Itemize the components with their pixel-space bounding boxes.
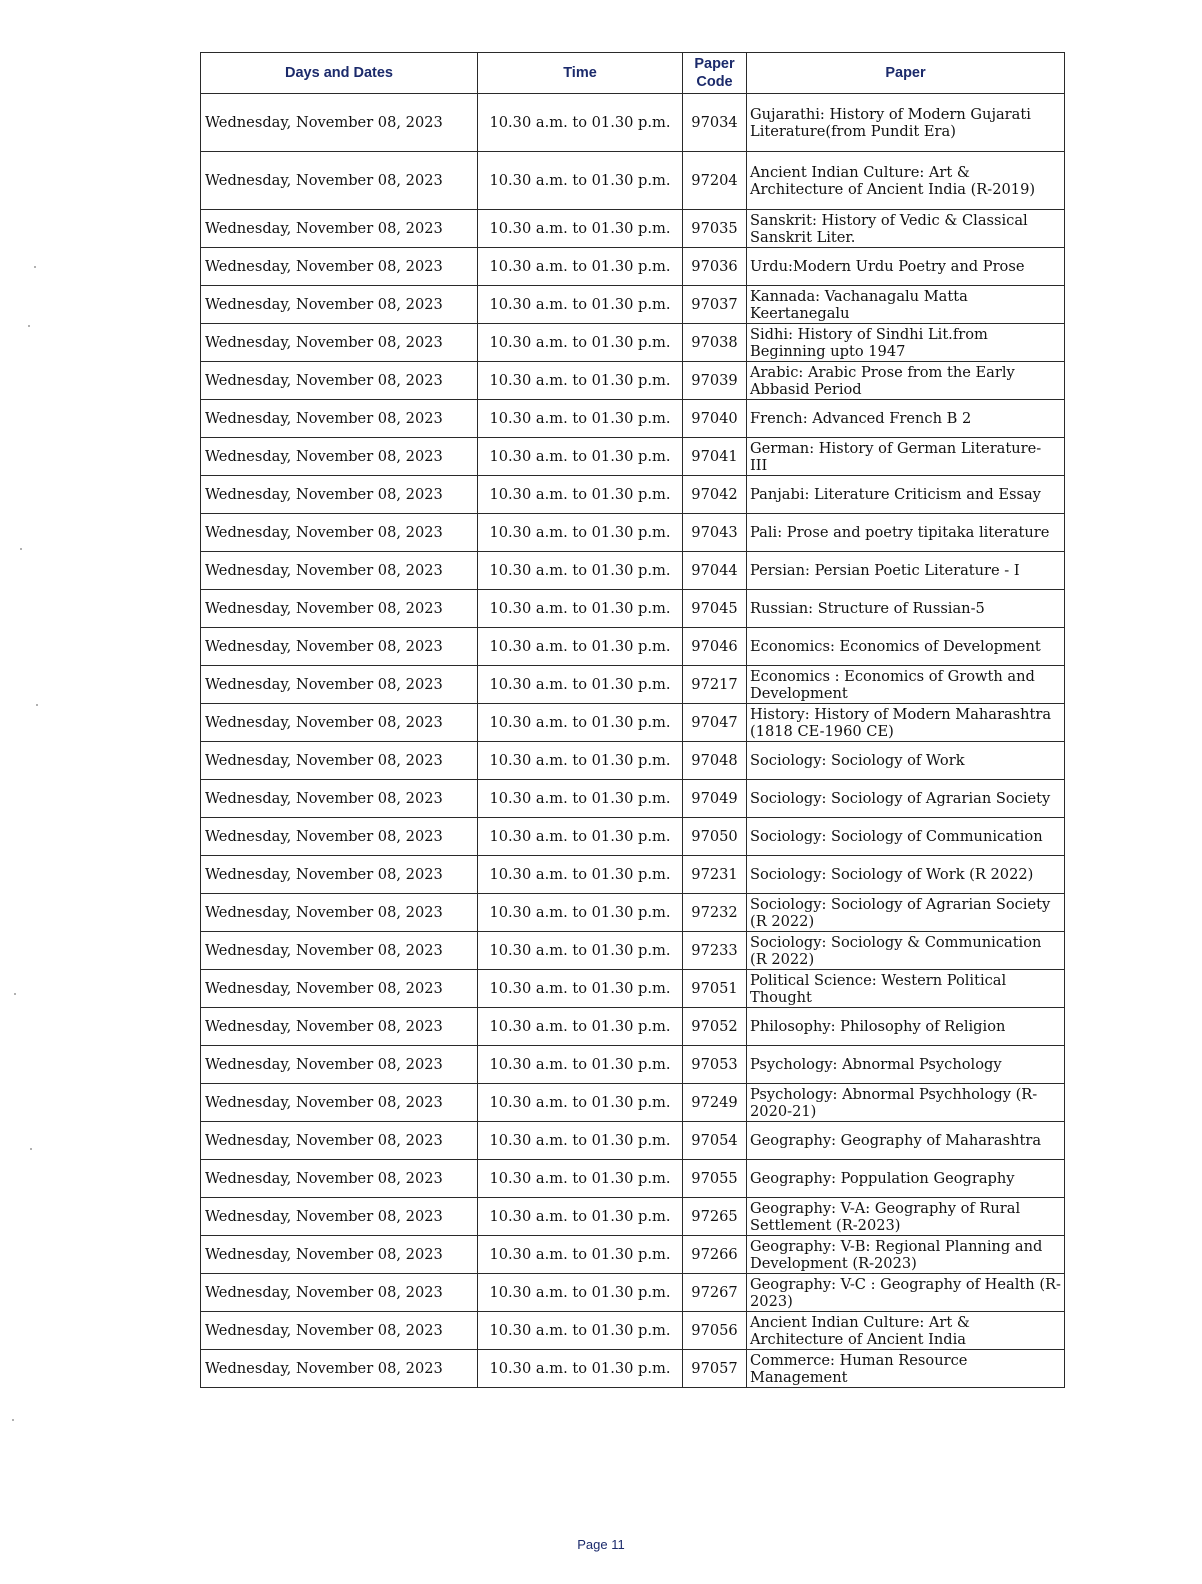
- time-cell: 10.30 a.m. to 01.30 p.m.: [478, 780, 683, 818]
- paper-code-cell: 97052: [683, 1008, 747, 1046]
- table-row: [201, 248, 1065, 286]
- time-cell: 10.30 a.m. to 01.30 p.m.: [478, 1122, 683, 1160]
- exam-timetable: [200, 52, 1065, 1388]
- time-cell: 10.30 a.m. to 01.30 p.m.: [478, 400, 683, 438]
- header-paper: Paper: [747, 53, 1065, 94]
- paper-cell: Economics : Economics of Growth and Development: [747, 666, 1065, 704]
- paper-code-cell: 97047: [683, 704, 747, 742]
- time-cell: 10.30 a.m. to 01.30 p.m.: [478, 286, 683, 324]
- table-row: [201, 666, 1065, 704]
- time-cell: 10.30 a.m. to 01.30 p.m.: [478, 590, 683, 628]
- date-cell: Wednesday, November 08, 2023: [201, 324, 478, 362]
- table-row: [201, 1350, 1065, 1388]
- paper-cell: Sociology: Sociology of Work (R 2022): [747, 856, 1065, 894]
- header-row: [201, 53, 1065, 94]
- scan-speck: [12, 1419, 14, 1421]
- table-row: [201, 362, 1065, 400]
- date-cell: Wednesday, November 08, 2023: [201, 438, 478, 476]
- scan-speck: [36, 704, 38, 706]
- time-cell: 10.30 a.m. to 01.30 p.m.: [478, 552, 683, 590]
- table-row: [201, 932, 1065, 970]
- time-cell: 10.30 a.m. to 01.30 p.m.: [478, 248, 683, 286]
- paper-code-cell: 97266: [683, 1236, 747, 1274]
- table-row: [201, 1122, 1065, 1160]
- table-row: [201, 1084, 1065, 1122]
- date-cell: Wednesday, November 08, 2023: [201, 1008, 478, 1046]
- time-cell: 10.30 a.m. to 01.30 p.m.: [478, 628, 683, 666]
- paper-cell: Sidhi: History of Sindhi Lit.from Beginning upto 1947: [747, 324, 1065, 362]
- paper-cell: Sociology: Sociology & Communication (R 2022): [747, 932, 1065, 970]
- date-cell: Wednesday, November 08, 2023: [201, 362, 478, 400]
- date-cell: Wednesday, November 08, 2023: [201, 286, 478, 324]
- time-cell: 10.30 a.m. to 01.30 p.m.: [478, 362, 683, 400]
- time-cell: 10.30 a.m. to 01.30 p.m.: [478, 1198, 683, 1236]
- table-row: [201, 1312, 1065, 1350]
- table-row: [201, 286, 1065, 324]
- table-row: [201, 152, 1065, 210]
- date-cell: Wednesday, November 08, 2023: [201, 400, 478, 438]
- date-cell: Wednesday, November 08, 2023: [201, 894, 478, 932]
- paper-cell: Sanskrit: History of Vedic & Classical Sanskrit Liter.: [747, 210, 1065, 248]
- time-cell: 10.30 a.m. to 01.30 p.m.: [478, 1274, 683, 1312]
- paper-cell: German: History of German Literature- III: [747, 438, 1065, 476]
- date-cell: Wednesday, November 08, 2023: [201, 856, 478, 894]
- date-cell: Wednesday, November 08, 2023: [201, 666, 478, 704]
- paper-code-cell: 97041: [683, 438, 747, 476]
- time-cell: 10.30 a.m. to 01.30 p.m.: [478, 742, 683, 780]
- table-row: [201, 590, 1065, 628]
- time-cell: 10.30 a.m. to 01.30 p.m.: [478, 970, 683, 1008]
- time-cell: 10.30 a.m. to 01.30 p.m.: [478, 210, 683, 248]
- time-cell: 10.30 a.m. to 01.30 p.m.: [478, 932, 683, 970]
- paper-code-cell: 97051: [683, 970, 747, 1008]
- date-cell: Wednesday, November 08, 2023: [201, 1084, 478, 1122]
- header-time: Time: [478, 53, 683, 94]
- date-cell: Wednesday, November 08, 2023: [201, 970, 478, 1008]
- paper-code-cell: 97053: [683, 1046, 747, 1084]
- date-cell: Wednesday, November 08, 2023: [201, 552, 478, 590]
- date-cell: Wednesday, November 08, 2023: [201, 1274, 478, 1312]
- paper-code-cell: 97056: [683, 1312, 747, 1350]
- paper-cell: Geography: V-C : Geography of Health (R-2023): [747, 1274, 1065, 1312]
- paper-code-cell: 97232: [683, 894, 747, 932]
- paper-cell: Geography: Poppulation Geography: [747, 1160, 1065, 1198]
- date-cell: Wednesday, November 08, 2023: [201, 628, 478, 666]
- date-cell: Wednesday, November 08, 2023: [201, 1236, 478, 1274]
- table-row: [201, 1046, 1065, 1084]
- paper-cell: Arabic: Arabic Prose from the Early Abbasid Period: [747, 362, 1065, 400]
- time-cell: 10.30 a.m. to 01.30 p.m.: [478, 514, 683, 552]
- paper-code-cell: 97042: [683, 476, 747, 514]
- paper-code-cell: 97057: [683, 1350, 747, 1388]
- scan-speck: [30, 1148, 32, 1150]
- paper-code-cell: 97045: [683, 590, 747, 628]
- paper-code-cell: 97040: [683, 400, 747, 438]
- paper-cell: Sociology: Sociology of Communication: [747, 818, 1065, 856]
- table-row: [201, 970, 1065, 1008]
- time-cell: 10.30 a.m. to 01.30 p.m.: [478, 1084, 683, 1122]
- paper-cell: Economics: Economics of Development: [747, 628, 1065, 666]
- paper-code-cell: 97044: [683, 552, 747, 590]
- paper-code-cell: 97043: [683, 514, 747, 552]
- table-row: [201, 324, 1065, 362]
- time-cell: 10.30 a.m. to 01.30 p.m.: [478, 1236, 683, 1274]
- table-row: [201, 400, 1065, 438]
- scan-speck: [20, 548, 22, 550]
- time-cell: 10.30 a.m. to 01.30 p.m.: [478, 438, 683, 476]
- paper-cell: History: History of Modern Maharashtra (1818 CE-1960 CE): [747, 704, 1065, 742]
- paper-cell: Psychology: Abnormal Psychhology (R-2020-21): [747, 1084, 1065, 1122]
- paper-cell: Kannada: Vachanagalu Matta Keertanegalu: [747, 286, 1065, 324]
- table-row: [201, 1198, 1065, 1236]
- paper-code-cell: 97034: [683, 94, 747, 152]
- date-cell: Wednesday, November 08, 2023: [201, 742, 478, 780]
- paper-code-cell: 97046: [683, 628, 747, 666]
- date-cell: Wednesday, November 08, 2023: [201, 1312, 478, 1350]
- date-cell: Wednesday, November 08, 2023: [201, 1046, 478, 1084]
- paper-cell: Pali: Prose and poetry tipitaka literature: [747, 514, 1065, 552]
- paper-code-cell: 97231: [683, 856, 747, 894]
- paper-cell: Geography: V-B: Regional Planning and Development (R-2023): [747, 1236, 1065, 1274]
- paper-cell: Psychology: Abnormal Psychology: [747, 1046, 1065, 1084]
- paper-cell: Ancient Indian Culture: Art & Architecture of Ancient India: [747, 1312, 1065, 1350]
- date-cell: Wednesday, November 08, 2023: [201, 780, 478, 818]
- date-cell: Wednesday, November 08, 2023: [201, 514, 478, 552]
- time-cell: 10.30 a.m. to 01.30 p.m.: [478, 1046, 683, 1084]
- time-cell: 10.30 a.m. to 01.30 p.m.: [478, 476, 683, 514]
- paper-code-cell: 97204: [683, 152, 747, 210]
- table-row: [201, 742, 1065, 780]
- date-cell: Wednesday, November 08, 2023: [201, 210, 478, 248]
- header-paper-code: Paper Code: [683, 53, 747, 94]
- time-cell: 10.30 a.m. to 01.30 p.m.: [478, 1350, 683, 1388]
- date-cell: Wednesday, November 08, 2023: [201, 818, 478, 856]
- time-cell: 10.30 a.m. to 01.30 p.m.: [478, 818, 683, 856]
- paper-cell: Geography: Geography of Maharashtra: [747, 1122, 1065, 1160]
- table-row: [201, 94, 1065, 152]
- time-cell: 10.30 a.m. to 01.30 p.m.: [478, 1312, 683, 1350]
- date-cell: Wednesday, November 08, 2023: [201, 590, 478, 628]
- paper-code-cell: 97038: [683, 324, 747, 362]
- paper-code-cell: 97035: [683, 210, 747, 248]
- paper-cell: Geography: V-A: Geography of Rural Settlement (R-2023): [747, 1198, 1065, 1236]
- date-cell: Wednesday, November 08, 2023: [201, 1198, 478, 1236]
- table-row: [201, 1160, 1065, 1198]
- time-cell: 10.30 a.m. to 01.30 p.m.: [478, 1008, 683, 1046]
- paper-cell: Panjabi: Literature Criticism and Essay: [747, 476, 1065, 514]
- paper-cell: Gujarathi: History of Modern Gujarati Literature(from Pundit Era): [747, 94, 1065, 152]
- paper-cell: Sociology: Sociology of Agrarian Society (R 2022): [747, 894, 1065, 932]
- table-row: [201, 780, 1065, 818]
- table-row: [201, 1236, 1065, 1274]
- time-cell: 10.30 a.m. to 01.30 p.m.: [478, 856, 683, 894]
- date-cell: Wednesday, November 08, 2023: [201, 1122, 478, 1160]
- date-cell: Wednesday, November 08, 2023: [201, 1160, 478, 1198]
- date-cell: Wednesday, November 08, 2023: [201, 152, 478, 210]
- table-row: [201, 818, 1065, 856]
- paper-code-cell: 97048: [683, 742, 747, 780]
- table-row: [201, 210, 1065, 248]
- paper-code-cell: 97265: [683, 1198, 747, 1236]
- time-cell: 10.30 a.m. to 01.30 p.m.: [478, 666, 683, 704]
- paper-code-cell: 97267: [683, 1274, 747, 1312]
- scan-speck: [28, 325, 30, 327]
- paper-code-cell: 97050: [683, 818, 747, 856]
- date-cell: Wednesday, November 08, 2023: [201, 704, 478, 742]
- scan-speck: [34, 266, 36, 268]
- paper-cell: Philosophy: Philosophy of Religion: [747, 1008, 1065, 1046]
- table-row: [201, 1274, 1065, 1312]
- time-cell: 10.30 a.m. to 01.30 p.m.: [478, 324, 683, 362]
- header-days-and-dates: Days and Dates: [201, 53, 478, 94]
- paper-code-cell: 97039: [683, 362, 747, 400]
- paper-cell: Political Science: Western Political Thought: [747, 970, 1065, 1008]
- paper-cell: Sociology: Sociology of Agrarian Society: [747, 780, 1065, 818]
- paper-cell: Russian: Structure of Russian-5: [747, 590, 1065, 628]
- paper-cell: French: Advanced French B 2: [747, 400, 1065, 438]
- scan-speck: [14, 993, 16, 995]
- table-row: [201, 856, 1065, 894]
- date-cell: Wednesday, November 08, 2023: [201, 94, 478, 152]
- time-cell: 10.30 a.m. to 01.30 p.m.: [478, 704, 683, 742]
- table-row: [201, 704, 1065, 742]
- date-cell: Wednesday, November 08, 2023: [201, 248, 478, 286]
- table-row: [201, 438, 1065, 476]
- date-cell: Wednesday, November 08, 2023: [201, 476, 478, 514]
- date-cell: Wednesday, November 08, 2023: [201, 1350, 478, 1388]
- time-cell: 10.30 a.m. to 01.30 p.m.: [478, 94, 683, 152]
- paper-code-cell: 97249: [683, 1084, 747, 1122]
- table-row: [201, 552, 1065, 590]
- time-cell: 10.30 a.m. to 01.30 p.m.: [478, 894, 683, 932]
- paper-code-cell: 97233: [683, 932, 747, 970]
- time-cell: 10.30 a.m. to 01.30 p.m.: [478, 152, 683, 210]
- table-row: [201, 476, 1065, 514]
- table-row: [201, 628, 1065, 666]
- paper-code-cell: 97036: [683, 248, 747, 286]
- paper-code-cell: 97049: [683, 780, 747, 818]
- paper-cell: Urdu:Modern Urdu Poetry and Prose: [747, 248, 1065, 286]
- paper-code-cell: 97217: [683, 666, 747, 704]
- paper-cell: Sociology: Sociology of Work: [747, 742, 1065, 780]
- date-cell: Wednesday, November 08, 2023: [201, 932, 478, 970]
- paper-code-cell: 97055: [683, 1160, 747, 1198]
- time-cell: 10.30 a.m. to 01.30 p.m.: [478, 1160, 683, 1198]
- page-number: Page 11: [577, 1537, 625, 1552]
- paper-code-cell: 97054: [683, 1122, 747, 1160]
- paper-cell: Ancient Indian Culture: Art & Architecture of Ancient India (R-2019): [747, 152, 1065, 210]
- paper-cell: Commerce: Human Resource Management: [747, 1350, 1065, 1388]
- paper-cell: Persian: Persian Poetic Literature - I: [747, 552, 1065, 590]
- table-row: [201, 514, 1065, 552]
- table-row: [201, 1008, 1065, 1046]
- table-row: [201, 894, 1065, 932]
- paper-code-cell: 97037: [683, 286, 747, 324]
